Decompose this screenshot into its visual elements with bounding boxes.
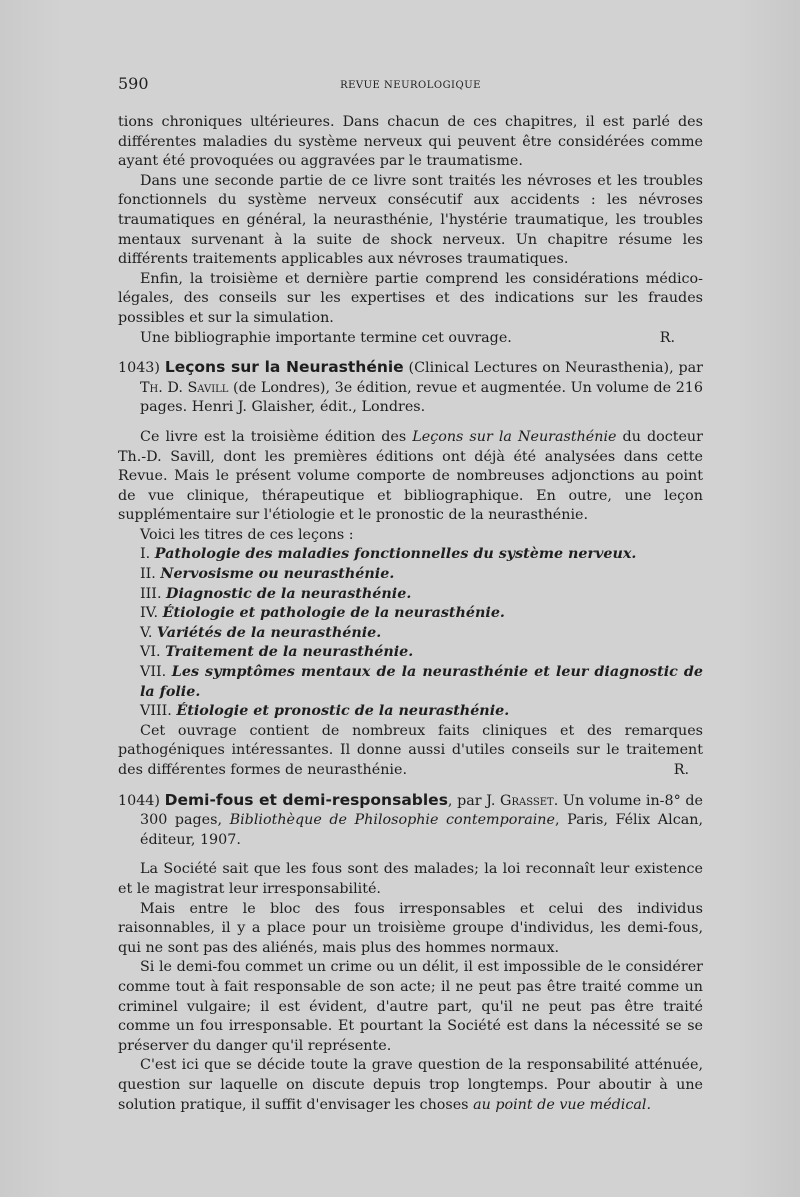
paragraph-text: Une bibliographie importante termine cet ouvrage.	[140, 329, 512, 346]
paragraph-text: Ce livre est la troisième édition des	[140, 428, 413, 445]
list-number: I.	[140, 546, 155, 563]
review-title: Leçons sur la Neurasthénie	[164, 358, 404, 377]
list-number: VIII.	[140, 703, 177, 720]
review-number: 1044)	[118, 792, 160, 809]
paragraph: tions chroniques ultérieures. Dans chacun de ces chapitres, il est parlé des différentes maladies du système nerveux qui peuvent être considérées comme ayant été provoquées ou aggravées par le traumatisme.	[118, 114, 703, 170]
emphasis: au point de vue médical.	[473, 1096, 652, 1113]
list-number: VII.	[140, 664, 172, 681]
paragraph: Mais entre le bloc des fous irresponsables et celui des individus raisonnables, il y a place pour un troisième groupe d'individus, les demi-fous, qui ne sont pas des aliénés, mais plus des hommes normaux.	[118, 900, 703, 956]
list-item	[140, 545, 703, 565]
lesson-list	[118, 545, 703, 721]
list-item	[140, 585, 703, 605]
list-title: Traitement de la neurasthénie.	[165, 644, 414, 661]
paragraph: Dans une seconde partie de ce livre sont traités les névroses et les troubles fonctionnels du système nerveux consécutif aux accidents : les névroses traumatiques en général, la neurasthénie, l'hystérie traumatique, les troubles mentaux survenant à la suite de shock nerveux. Un chapitre résume les différents traitements applicables aux névroses traumatiques.	[118, 172, 703, 268]
list-title: Variétés de la neurasthénie.	[156, 624, 382, 641]
review-number: 1043)	[118, 360, 160, 377]
list-title: Étiologie et pronostic de la neurasthénie.	[176, 703, 510, 720]
list-item	[140, 565, 703, 585]
paragraph: La Société sait que les fous sont des malades; la loi reconnaît leur existence et le magistrat leur irresponsabilité.	[118, 861, 703, 897]
list-item	[140, 624, 703, 644]
paragraph: Voici les titres de ces leçons :	[140, 526, 354, 543]
paragraph	[118, 1056, 703, 1115]
book-title: Leçons sur la Neurasthénie	[412, 428, 617, 445]
list-number: III.	[140, 585, 167, 602]
review-details: , Paris, Félix Alcan, éditeur, 1907.	[140, 812, 703, 848]
page-header	[118, 74, 703, 96]
paragraph: Si le demi-fou commet un crime ou un délit, il est impossible de le considérer comme tout à fait responsable de son acte; il ne peut pas être traité comme un criminel vulgaire; il est évident, d'autre part, qu'il ne peut pas être traité comme un fou irresponsable. Et pourtant la Société est dans la nécessité se se préserver du danger qu'il représente.	[118, 959, 703, 1054]
list-item	[140, 604, 703, 624]
review-series: Bibliothèque de Philosophie contemporaine	[229, 812, 555, 829]
list-title: Diagnostic de la neurasthénie.	[166, 585, 412, 602]
page-body	[118, 113, 703, 1115]
list-title: Nervosisme ou neurasthénie.	[160, 566, 395, 583]
review-text: , par	[447, 792, 487, 809]
review-author: Th. D. Savill	[140, 379, 229, 396]
list-item	[140, 663, 703, 702]
list-title: Les symptômes mentaux de la neurasthénie et leur diagnostic de la folie.	[140, 664, 703, 700]
review-entry-1043	[118, 358, 703, 418]
list-number: V.	[140, 624, 157, 641]
signature: R.	[659, 329, 675, 346]
paragraph-text: C'est ici que se décide toute la grave question de la responsabilité atténuée, question sur laquelle on discute depuis trop longtemps. Pour aboutir à une solution pratique, il suffit d'envisager les choses	[118, 1057, 703, 1113]
review-details: . Un volume in-8° de 300 pages,	[140, 792, 703, 829]
review-entry-1044	[118, 791, 703, 851]
list-title: Pathologie des maladies fonctionnelles du système nerveux.	[154, 546, 637, 563]
list-item	[140, 643, 703, 663]
list-number: II.	[140, 566, 161, 583]
page-number: 590	[118, 74, 149, 93]
list-number: VI.	[140, 644, 166, 661]
paragraph	[118, 428, 703, 526]
review-details: (de Londres), 3e édition, revue et augmentée. Un volume de 216 pages. Henri J. Glaisher, édit., Londres.	[140, 379, 703, 416]
signature: R.	[673, 762, 689, 778]
running-title: REVUE NEUROLOGIQUE	[340, 80, 481, 91]
review-subtitle: (Clinical Lectures on Neurasthenia), par	[403, 360, 703, 377]
paragraph	[118, 722, 703, 781]
list-title: Étiologie et pathologie de la neurasthénie.	[162, 605, 505, 622]
list-item	[140, 702, 703, 722]
review-title: Demi-fous et demi-responsables	[164, 790, 448, 809]
review-author: J. Grasset	[486, 792, 554, 809]
paragraph-text: du docteur Th.-D. Savill, dont les premières éditions ont déjà été analysées dans cette Revue. Mais le présent volume comporte de nombreuses adjonctions au point de vue clinique, thérapeutique et bibliographique. En outre, une leçon supplémentaire sur l'étiologie et le pronostic de la neurasthénie.	[118, 428, 703, 524]
list-number: IV.	[140, 605, 163, 622]
paragraph-text: Cet ouvrage contient de nombreux faits cliniques et des remarques pathogéniques intéressantes. Il donne aussi d'utiles conseils sur le traitement des différentes formes de neurasthénie.	[118, 722, 703, 778]
paragraph	[118, 329, 703, 349]
paragraph: Enfin, la troisième et dernière partie comprend les considérations médico-légales, des conseils sur les expertises et des indications sur les fraudes possibles et sur la simulation.	[118, 270, 703, 326]
